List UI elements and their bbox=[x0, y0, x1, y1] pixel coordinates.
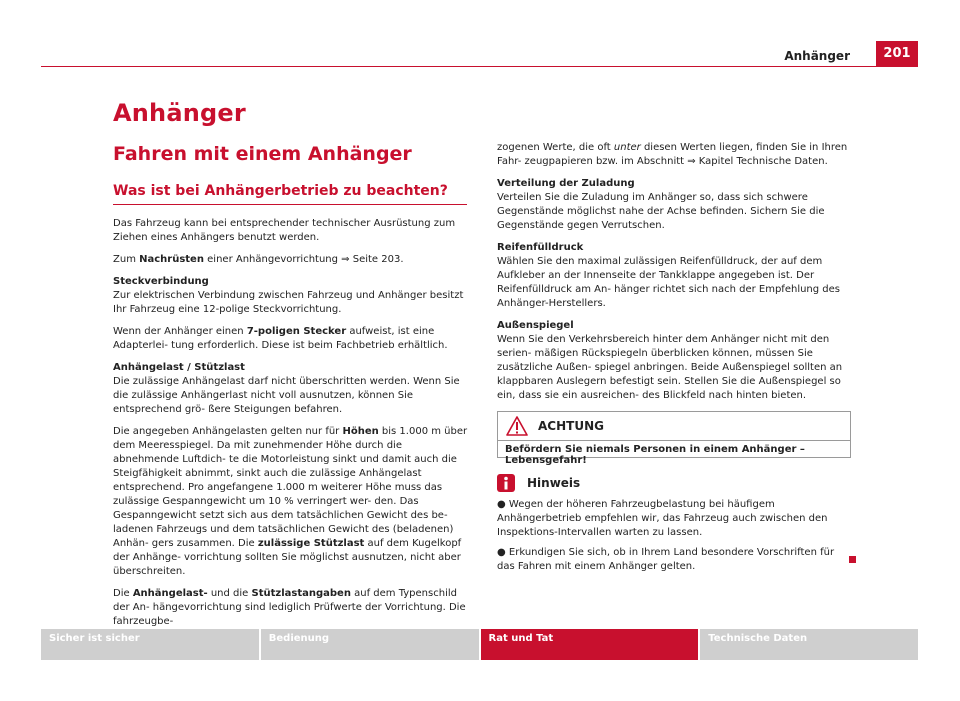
warning-box bbox=[497, 411, 851, 466]
paragraph: Zum Nachrüsten einer Anhängevorrichtung ⇒ Seite 203. bbox=[113, 254, 404, 265]
warning-title: ACHTUNG bbox=[538, 419, 604, 433]
section-end-mark bbox=[849, 556, 856, 563]
paragraph: Wenn der Anhänger einen 7-poligen Stecker aufweist, ist eine Adapterlei- tung erforderlich. Diese ist beim Fachbetrieb erhältlich. bbox=[113, 326, 448, 351]
paragraph: Verteilen Sie die Zuladung im Anhänger so, dass sich schwere Gegenstände möglichst nahe der Achse befinden. Sichern Sie die Gegenstände gegen Verrutschen. bbox=[497, 192, 825, 231]
warning-text: Befördern Sie niemals Personen in einem Anhänger – Lebensgefahr! bbox=[505, 444, 805, 466]
subsection-title: Was ist bei Anhängerbetrieb zu beachten? bbox=[113, 183, 448, 199]
note-header bbox=[497, 474, 580, 492]
subsection-rule bbox=[113, 204, 467, 205]
paragraph: Die Anhängelast- und die Stützlastangaben auf dem Typenschild der An- hängevorrichtung sind lediglich Prüfwerte der Vorrichtung. Die fahrzeugbe- bbox=[113, 588, 466, 627]
right-column bbox=[497, 141, 852, 411]
subheading: Verteilung der Zuladung bbox=[497, 178, 635, 189]
subheading: Anhängelast / Stützlast bbox=[113, 362, 245, 373]
page-number: 201 bbox=[876, 41, 918, 66]
subheading: Außenspiegel bbox=[497, 320, 574, 331]
subheading: Steckverbindung bbox=[113, 276, 209, 287]
footer-tab-bedienung[interactable]: Bedienung bbox=[261, 629, 481, 660]
running-header-title: Anhänger bbox=[784, 49, 850, 63]
paragraph: Die angegeben Anhängelasten gelten nur für Höhen bis 1.000 m über dem Meeresspiegel. Da mit zunehmender Höhe durch die abnehmende Luftdich- te die Motorleistung sinkt und damit auch die Steigfähigkeit abnimmt, sinkt auch die zulässige Anhängelast entsprechend. Pro angefangene 1.000 m weiterer Höhe muss das zulässige Gespanngewicht um 10 % verringert wer- den. Das Gespanngewicht setzt sich aus dem tatsächlichen Gewicht des be- ladenen Fahrzeugs und dem tatsächlichen Gewicht des (beladenen) Anhän- gers zusammen. Die zulässige Stützlast auf dem Kugelkopf der Anhänge- vorrichtung sollten Sie möglichst ausnutzen, nicht aber überschreiten. bbox=[113, 426, 468, 577]
paragraph: Wählen Sie den maximal zulässigen Reifenfülldruck, der auf dem Aufkleber an der Innenseite der Tankklappe angegeben ist. Der Reifenfülldruck am An- hänger richtet sich nach der Empfehlung des Anhänger-Herstellers. bbox=[497, 256, 841, 309]
footer-tab-sicher-ist-sicher[interactable]: Sicher ist sicher bbox=[41, 629, 261, 660]
warning-triangle-icon bbox=[506, 416, 528, 436]
chapter-title: Anhänger bbox=[113, 99, 246, 127]
paragraph: Die zulässige Anhängelast darf nicht überschritten werden. Wenn Sie die zulässige Anhängerlast nicht voll ausnutzen, können Sie entsprechend grö- ßere Steigungen befahren. bbox=[113, 376, 460, 415]
paragraph: Das Fahrzeug kann bei entsprechender technischer Ausrüstung zum Ziehen eines Anhängers benutzt werden. bbox=[113, 218, 456, 243]
info-note-icon bbox=[497, 474, 515, 492]
footer-navigation bbox=[41, 629, 918, 660]
note-item: ● Erkundigen Sie sich, ob in Ihrem Land besondere Vorschriften für das Fahren mit einem Anhänger gelten. bbox=[497, 547, 835, 572]
header-rule bbox=[41, 66, 918, 67]
footer-tab-rat-und-tat[interactable]: Rat und Tat bbox=[481, 629, 701, 660]
note-item: ● Wegen der höheren Fahrzeugbelastung bei häufigem Anhängerbetrieb empfehlen wir, das Fahrzeug auch zwischen den Inspektions-Intervallen warten zu lassen. bbox=[497, 499, 828, 538]
footer-tab-technische-daten[interactable]: Technische Daten bbox=[700, 629, 918, 660]
paragraph: Zur elektrischen Verbindung zwischen Fahrzeug und Anhänger besitzt Ihr Fahrzeug eine 12-polige Steckvorrichtung. bbox=[113, 290, 464, 315]
paragraph: zogenen Werte, die oft unter diesen Werten liegen, finden Sie in Ihren Fahr- zeugpapieren bzw. im Abschnitt ⇒ Kapitel Technische Daten. bbox=[497, 142, 848, 167]
note-body bbox=[497, 498, 852, 580]
section-title: Fahren mit einem Anhänger bbox=[113, 143, 412, 165]
left-column bbox=[113, 217, 468, 637]
subheading: Reifenfülldruck bbox=[497, 242, 584, 253]
paragraph: Wenn Sie den Verkehrsbereich hinter dem Anhänger nicht mit den serien- mäßigen Rückspiegeln überblicken können, müssen Sie zusätzliche Außen- spiegel anbringen. Beide Außenspiegel sollten an klappbaren Auslegern befestigt sein. Stellen Sie die Außenspiegel so ein, dass sie ein ausreichen- des Blickfeld nach hinten bieten. bbox=[497, 334, 843, 401]
warning-header bbox=[498, 412, 850, 441]
note-title: Hinweis bbox=[527, 476, 581, 490]
